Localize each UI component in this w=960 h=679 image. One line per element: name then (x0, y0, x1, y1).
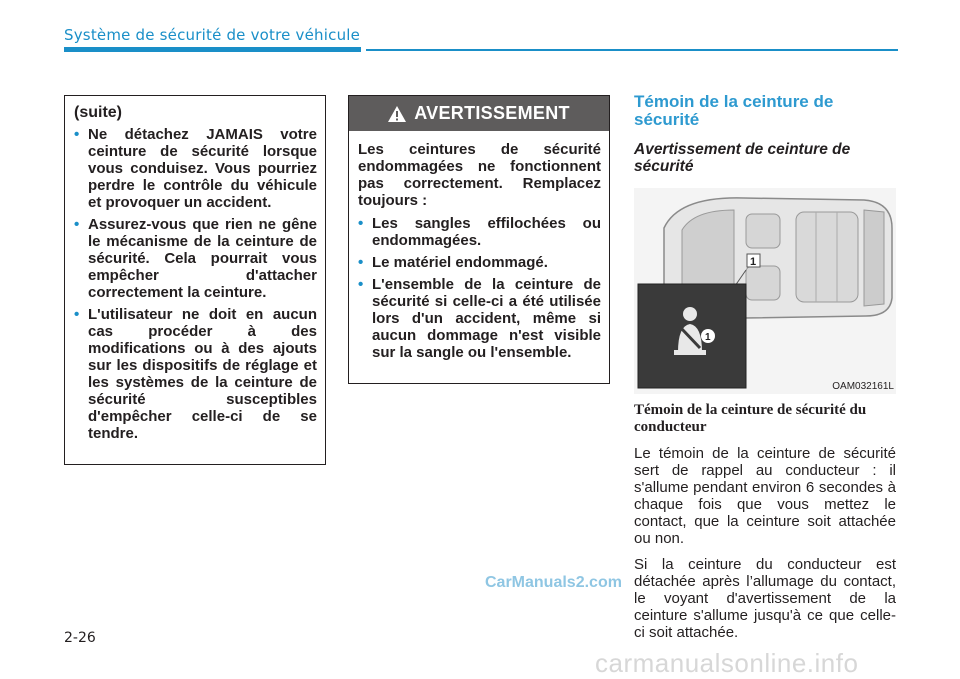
list-item: • L'utilisateur ne doit en aucun cas procéder à des modifications ou à des ajouts sur les dispositifs de réglage et les systèmes de la ceinture de sécurité susceptibles d'empêcher celle-ci de se tendre. (74, 306, 317, 442)
bullet-icon: • (74, 306, 80, 323)
caption-title: Témoin de la ceinture de sécurité du conducteur (634, 402, 867, 435)
header-bar-thick (64, 47, 361, 52)
list-item: • Assurez-vous que rien ne gêne le mécanisme de la ceinture de sécurité. Cela pourrait vous empêcher d'attacher correctement la ceinture. (74, 216, 317, 301)
bullet-list (74, 126, 317, 442)
car-top-view-illustration (634, 188, 896, 394)
svg-text:1: 1 (750, 256, 757, 268)
list-item: • Ne détachez JAMAIS votre ceinture de sécurité lorsque vous conduisez. Vous pourriez perdre le contrôle du véhicule et provoquer un accident. (74, 126, 317, 211)
warning-heading: AVERTISSEMENT (414, 103, 570, 123)
svg-text:1: 1 (705, 332, 711, 343)
bullet-icon: • (74, 126, 80, 143)
page-number: 2-26 (64, 630, 96, 646)
body-paragraph: Le témoin de la ceinture de sécurité sert de rappel au conducteur : il s'allume pendant environ 6 secondes à chaque fois que vous mettez le contact, que la ceinture soit attachée ou non. (634, 445, 896, 547)
bullet-icon: • (358, 215, 364, 232)
body-paragraph: Si la ceinture du conducteur est détachée après l’allumage du contact, le voyant d'avertissement de la ceinture s'allume jusqu'à ce que celle-ci soit attachée. (634, 556, 896, 641)
header-bar-thin (366, 49, 898, 51)
warning-box (348, 95, 610, 384)
running-header: Système de sécurité de votre véhicule (64, 26, 361, 44)
section-title: Témoin de la ceinture de sécurité (634, 92, 834, 129)
list-item: • Le matériel endommagé. (358, 254, 548, 271)
bullet-icon: • (358, 254, 364, 271)
watermark-link[interactable]: CarManuals2.com (485, 574, 622, 591)
continued-warning-box (64, 95, 326, 465)
list-item: • L'ensemble de la ceinture de sécurité si celle-ci a été utilisée lors d'un accident, même si aucun dommage n'est visible sur la sangle ou l'ensemble. (358, 276, 601, 361)
bullet-list (358, 215, 601, 361)
subsection-title: Avertissement de ceinture de sécurité (634, 141, 851, 175)
watermark-text: carmanualsonline.info (595, 648, 859, 678)
box-title: (suite) (74, 104, 122, 121)
bullet-icon: • (358, 276, 364, 293)
warning-triangle-icon (388, 106, 406, 122)
bullet-icon: • (74, 216, 80, 233)
warning-header (349, 96, 609, 131)
right-column (634, 93, 896, 650)
warning-intro: Les ceintures de sécurité endommagées ne fonctionnent pas correctement. Remplacez toujours : (358, 141, 601, 209)
figure-code: OAM032161L (832, 381, 894, 392)
list-item: • Les sangles effilochées ou endommagées. (358, 215, 601, 249)
seatbelt-warning-figure (634, 188, 896, 394)
